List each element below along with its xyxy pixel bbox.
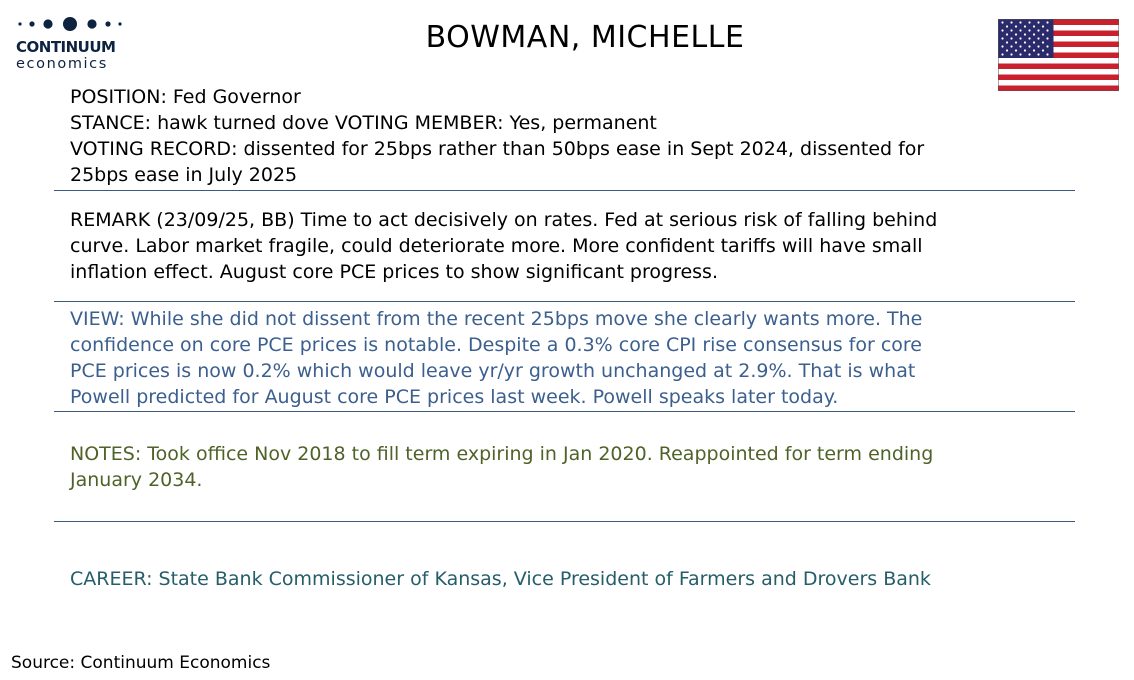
remark-line-3: inflation effect. August core PCE prices to show significant progress.	[70, 261, 718, 283]
logo-subtitle: economics	[16, 56, 108, 72]
view-line-4: Powell predicted for August core PCE prices last week. Powell speaks later today.	[70, 386, 839, 408]
page-title: BOWMAN, MICHELLE	[425, 20, 745, 55]
source-footnote: Source: Continuum Economics	[11, 653, 271, 673]
divider	[54, 301, 1075, 302]
us-flag-icon	[998, 19, 1119, 91]
voting-record-line-1: VOTING RECORD: dissented for 25bps rather than 50bps ease in Sept 2024, dissented for	[70, 138, 925, 160]
notes-line-2: January 2034.	[70, 469, 203, 491]
divider	[54, 411, 1075, 412]
career-text: CAREER: State Bank Commissioner of Kansas, Vice President of Farmers and Drovers Bank	[70, 568, 931, 590]
notes-line-1: NOTES: Took office Nov 2018 to fill term expiring in Jan 2020. Reappointed for term ending	[70, 443, 934, 465]
divider	[54, 521, 1075, 522]
logo-name: CONTINUUM	[16, 38, 116, 56]
view-line-2: confidence on core PCE prices is notable. Despite a 0.3% core CPI rise consensus for core	[70, 334, 922, 356]
stance-voting-text: STANCE: hawk turned dove VOTING MEMBER: Yes, permanent	[70, 112, 657, 134]
voting-record-line-2: 25bps ease in July 2025	[70, 164, 298, 186]
position-text: POSITION: Fed Governor	[70, 86, 301, 108]
divider	[54, 190, 1075, 191]
remark-line-1: REMARK (23/09/25, BB) Time to act decisively on rates. Fed at serious risk of falling behind	[70, 209, 938, 231]
remark-line-2: curve. Labor market fragile, could deteriorate more. More confident tariffs will have small	[70, 235, 923, 257]
view-line-1: VIEW: While she did not dissent from the recent 25bps move she clearly wants more. The	[70, 308, 923, 330]
view-line-3: PCE prices is now 0.2% which would leave yr/yr growth unchanged at 2.9%. That is what	[70, 360, 916, 382]
